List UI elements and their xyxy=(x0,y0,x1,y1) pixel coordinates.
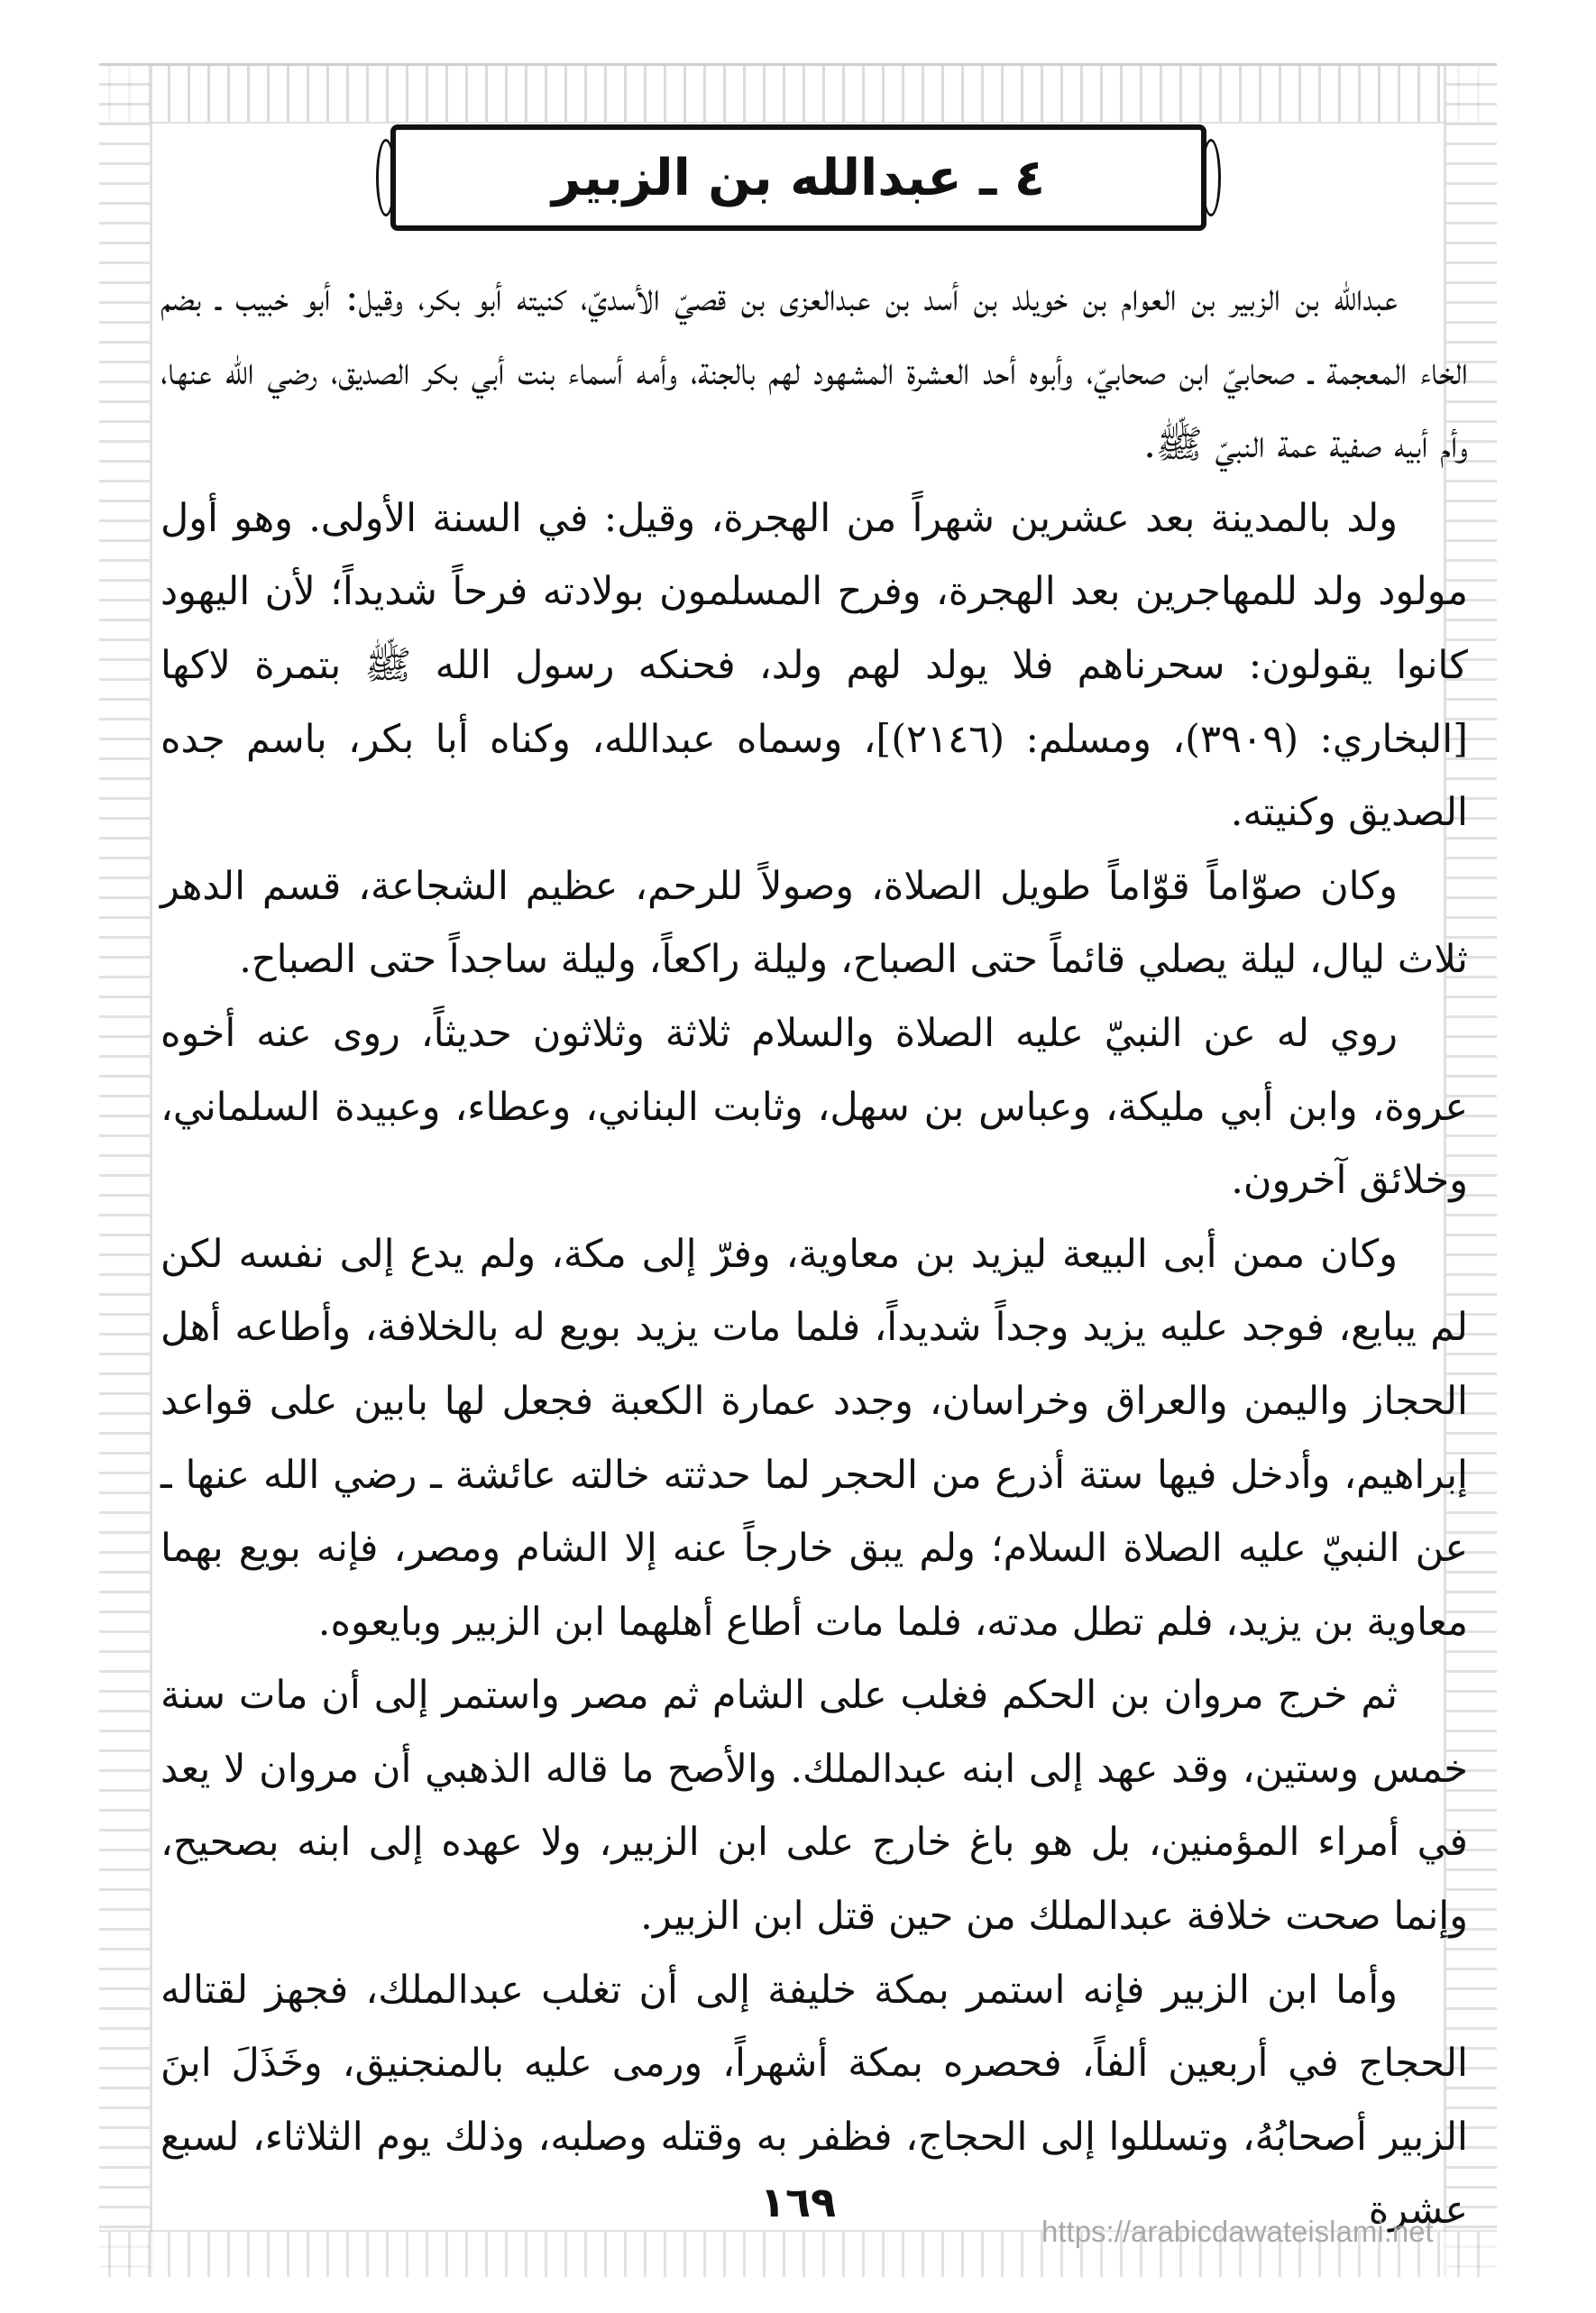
chapter-title-box xyxy=(390,124,1206,231)
paragraph: وكان ممن أبى البيعة ليزيد بن معاوية، وفرّ إلى مكة، ولم يدع إلى نفسه لكن لم يبايع، فوجد عليه يزيد وجداً شديداً، فلما مات يزيد بويع له بالخلافة، وأطاعه أهل الحجاز واليمن والعراق وخراسان، وجدد عمارة الكعبة فجعل لها بابين على قواعد إبراهيم، وأدخل فيها ستة أذرع من الحجر لما حدثته خالته عائشة ـ رضي الله عنها ـ عن النبيّ عليه الصلاة السلام؛ ولم يبق خارجاً عنه إلا الشام ومصر، فإنه بويع بهما معاوية بن يزيد، فلم تطل مدته، فلما مات أطاع أهلهما ابن الزبير وبايعوه. xyxy=(161,1231,1468,1645)
paragraph: ولد بالمدينة بعد عشرين شهراً من الهجرة، وقيل: في السنة الأولى. وهو أول مولود ولد للمهاجرين بعد الهجرة، وفرح المسلمون بولادته فرحاً شديداً؛ لأن اليهود كانوا يقولون: سحرناهم فلا يولد لهم ولد، فحنكه رسول الله ﷺ بتمرة لاكها [البخاري: (٣٩٠٩)، ومسلم: (٢١٤٦)]، وسماه عبدالله، وكناه أبا بكر، باسم جده الصديق وكنيته. xyxy=(161,495,1469,836)
ornamental-border-left xyxy=(99,63,152,2277)
page-number: ١٦٩ xyxy=(759,2178,837,2226)
chapter-title: ٤ ـ عبدالله بن الزبير xyxy=(551,148,1046,207)
paragraph: وكان صوّاماً قوّاماً طويل الصلاة، وصولاً للرحم، عظيم الشجاعة، قسم الدهر ثلاث ليال، ليلة يصلي قائماً حتى الصباح، وليلة راكعاً، وليلة ساجداً حتى الصباح. xyxy=(161,863,1468,983)
paragraph: ثم خرج مروان بن الحكم فغلب على الشام ثم مصر واستمر إلى أن مات سنة خمس وستين، وقد عهد إلى ابنه عبدالملك. والأصح ما قاله الذهبي أن مروان لا يعد في أمراء المؤمنين، بل هو باغ خارج على ابن الزبير، ولا عهده إلى ابنه بصحيح، وإنما صحت خلافة عبدالملك من حين قتل ابن الزبير. xyxy=(161,1673,1468,1940)
body-text xyxy=(161,262,1468,2248)
paragraph: وأما ابن الزبير فإنه استمر بمكة خليفة إلى أن تغلب عبدالملك، فجهز لقتاله الحجاج في أربعين ألفاً، فحصره بمكة أشهراً، ورمى عليه بالمنجنيق، وخَذَلَ ابنَ الزبير أصحابُهُ، وتسللوا إلى الحجاج، فظفر به وقتله وصلبه، وذلك يوم الثلاثاء، لسبع عشرة xyxy=(161,1967,1468,2234)
paragraph: عبدالله بن الزبير بن العوام بن خويلد بن أسد بن عبدالعزى بن قصيّ الأسديّ، كنيته أبو بكر، وقيل: أبو خبيب ـ بضم الخاء المعجمة ـ صحابيّ ابن صحابيّ، وأبوه أحد العشرة المشهود لهم بالجنة، وأمه أسماء بنت أبي بكر الصديق، رضي الله عنها، وأم أبيه صفية عمة النبيّ ﷺ. xyxy=(161,275,1468,468)
watermark-url: https://arabicdawateislami.net xyxy=(1041,2215,1434,2248)
paragraph: روي له عن النبيّ عليه الصلاة والسلام ثلاثة وثلاثون حديثاً، روى عنه أخوه عروة، وابن أبي مليكة، وعباس بن سهل، وثابت البناني، وعطاء، وعبيدة السلماني، وخلائق آخرون. xyxy=(161,1010,1468,1204)
ornamental-border-top xyxy=(99,63,1497,124)
